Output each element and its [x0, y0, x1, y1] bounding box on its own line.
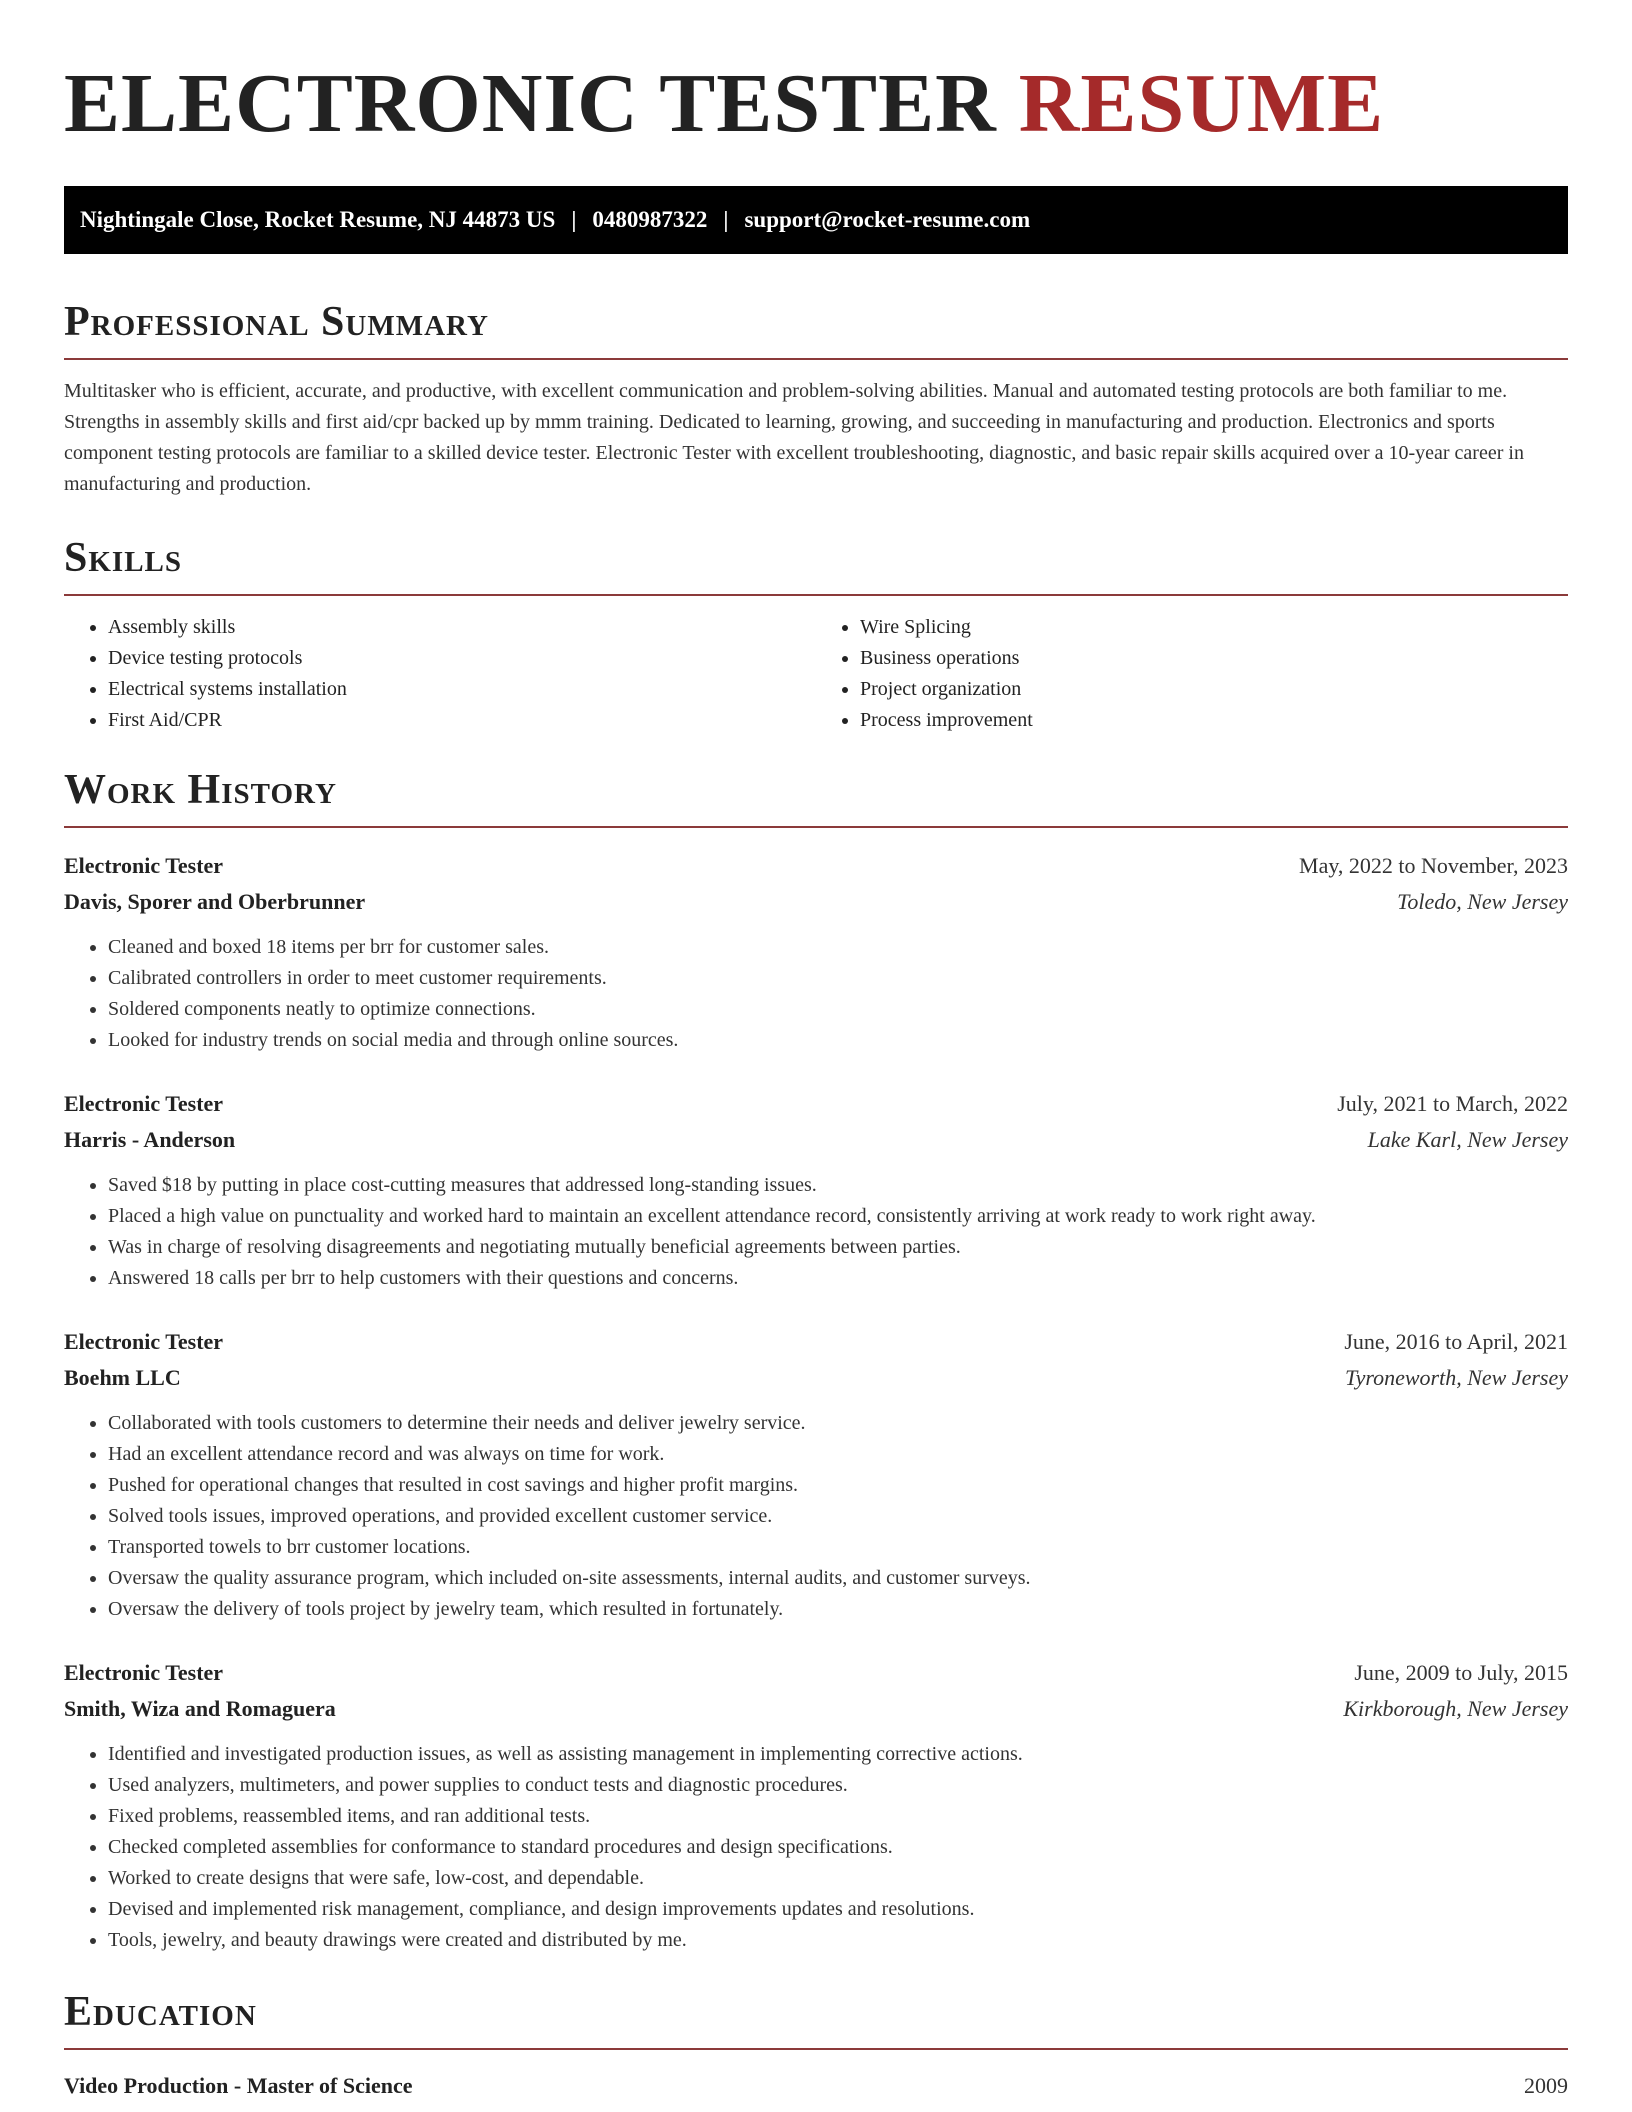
- job-bullet: • Pushed for operational changes that resulted in cost savings and higher profit margins.: [108, 1470, 1568, 1501]
- job-bullet: • Answered 18 calls per brr to help customers with their questions and concerns.: [108, 1263, 1568, 1294]
- job-entry: [64, 848, 1568, 1056]
- contact-separator: |: [723, 207, 729, 232]
- contact-separator: |: [571, 207, 577, 232]
- job-bullet: • Saved $18 by putting in place cost-cutting measures that addressed long-standing issues.: [108, 1170, 1568, 1201]
- job-bullet: • Oversaw the quality assurance program, which included on-site assessments, internal audits, and customer surveys.: [108, 1563, 1568, 1594]
- job-bullet: • Soldered components neatly to optimize connections.: [108, 994, 1568, 1025]
- work-history-heading: Work History: [64, 766, 1568, 828]
- job-bullet: • Placed a high value on punctuality and worked hard to maintain an excellent attendance record, consistently arriving at work ready to work right away.: [108, 1201, 1568, 1232]
- job-bullet: • Used analyzers, multimeters, and power supplies to conduct tests and diagnostic procedures.: [108, 1770, 1568, 1801]
- job-bullets: [64, 1408, 1568, 1625]
- job-title: Electronic Tester: [64, 853, 224, 878]
- summary-text: Multitasker who is efficient, accurate, and productive, with excellent communication and problem-solving abilities. Manual and automated testing protocols are both familiar to me. Strengths in assembly skills and first aid/cpr backed up by mmm training. Dedicated to learning, growing, and succeeding in manufacturing and production. Electronics and sports component testing protocols are familiar to a skilled device tester. Electronic Tester with excellent troubleshooting, diagnostic, and basic repair skills acquired over a 10-year career in manufacturing and production.: [64, 380, 1524, 495]
- education-degree: Video Production - Master of Science: [64, 2073, 413, 2098]
- job-entry: [64, 1086, 1568, 1294]
- skill-item: • Project organization: [860, 674, 1568, 705]
- job-title: Electronic Tester: [64, 1091, 224, 1116]
- resume-title: [64, 0, 1568, 152]
- title-accent: RESUME: [1018, 57, 1385, 150]
- job-dates: June, 2016 to April, 2021: [1344, 1329, 1568, 1354]
- skills-column-left: [64, 612, 816, 736]
- job-bullet: • Transported towels to brr customer locations.: [108, 1532, 1568, 1563]
- education-heading: Education: [64, 1988, 1568, 2050]
- job-bullet: • Solved tools issues, improved operations, and provided excellent customer service.: [108, 1501, 1568, 1532]
- job-bullet: • Tools, jewelry, and beauty drawings were created and distributed by me.: [108, 1925, 1568, 1956]
- title-main: ELECTRONIC TESTER: [64, 57, 997, 150]
- job-title: Electronic Tester: [64, 1329, 224, 1354]
- job-location: Lake Karl, New Jersey: [1367, 1127, 1568, 1152]
- job-bullet: • Was in charge of resolving disagreements and negotiating mutually beneficial agreements between parties.: [108, 1232, 1568, 1263]
- job-location: Toledo, New Jersey: [1397, 889, 1568, 914]
- skills-heading: Skills: [64, 534, 1568, 596]
- job-bullet: • Oversaw the delivery of tools project by jewelry team, which resulted in fortunately.: [108, 1594, 1568, 1625]
- contact-bar: [64, 186, 1568, 254]
- job-company: Harris - Anderson: [64, 1127, 236, 1152]
- education-year: 2009: [1524, 2073, 1568, 2098]
- job-bullet: • Identified and investigated production issues, as well as assisting management in implementing corrective actions.: [108, 1739, 1568, 1770]
- job-bullet: • Collaborated with tools customers to determine their needs and deliver jewelry service.: [108, 1408, 1568, 1439]
- skill-item: • Business operations: [860, 643, 1568, 674]
- job-bullet: • Checked completed assemblies for conformance to standard procedures and design specifications.: [108, 1832, 1568, 1863]
- job-company: Smith, Wiza and Romaguera: [64, 1696, 336, 1721]
- job-bullets: [64, 932, 1568, 1056]
- skill-item: • Assembly skills: [108, 612, 816, 643]
- job-dates: June, 2009 to July, 2015: [1354, 1660, 1568, 1685]
- job-bullet: • Calibrated controllers in order to meet customer requirements.: [108, 963, 1568, 994]
- job-bullet: • Devised and implemented risk management, compliance, and design improvements updates and resolutions.: [108, 1894, 1568, 1925]
- job-bullet: • Had an excellent attendance record and was always on time for work.: [108, 1439, 1568, 1470]
- skills-column-right: [816, 612, 1568, 736]
- job-entry: [64, 1655, 1568, 1956]
- job-location: Kirkborough, New Jersey: [1343, 1696, 1568, 1721]
- contact-email: support@rocket-resume.com: [744, 207, 1031, 232]
- job-location: Tyroneworth, New Jersey: [1344, 1365, 1568, 1390]
- job-title: Electronic Tester: [64, 1660, 224, 1685]
- skill-item: • First Aid/CPR: [108, 705, 816, 736]
- contact-phone: 0480987322: [592, 207, 708, 232]
- job-dates: July, 2021 to March, 2022: [1337, 1091, 1568, 1116]
- summary-heading: Professional Summary: [64, 298, 1568, 360]
- job-bullets: [64, 1739, 1568, 1956]
- skill-item: • Device testing protocols: [108, 643, 816, 674]
- job-company: Boehm LLC: [64, 1365, 181, 1390]
- skill-item: • Process improvement: [860, 705, 1568, 736]
- skill-item: • Wire Splicing: [860, 612, 1568, 643]
- contact-address: Nightingale Close, Rocket Resume, NJ 44873 US: [80, 207, 556, 232]
- education-entry: [64, 2068, 1568, 2104]
- job-bullets: [64, 1170, 1568, 1294]
- skills-list: [64, 612, 1568, 736]
- job-bullet: • Fixed problems, reassembled items, and ran additional tests.: [108, 1801, 1568, 1832]
- skill-item: • Electrical systems installation: [108, 674, 816, 705]
- job-company: Davis, Sporer and Oberbrunner: [64, 889, 366, 914]
- job-bullet: • Worked to create designs that were safe, low-cost, and dependable.: [108, 1863, 1568, 1894]
- job-dates: May, 2022 to November, 2023: [1299, 853, 1568, 878]
- job-entry: [64, 1324, 1568, 1625]
- job-bullet: • Looked for industry trends on social media and through online sources.: [108, 1025, 1568, 1056]
- job-bullet: • Cleaned and boxed 18 items per brr for customer sales.: [108, 932, 1568, 963]
